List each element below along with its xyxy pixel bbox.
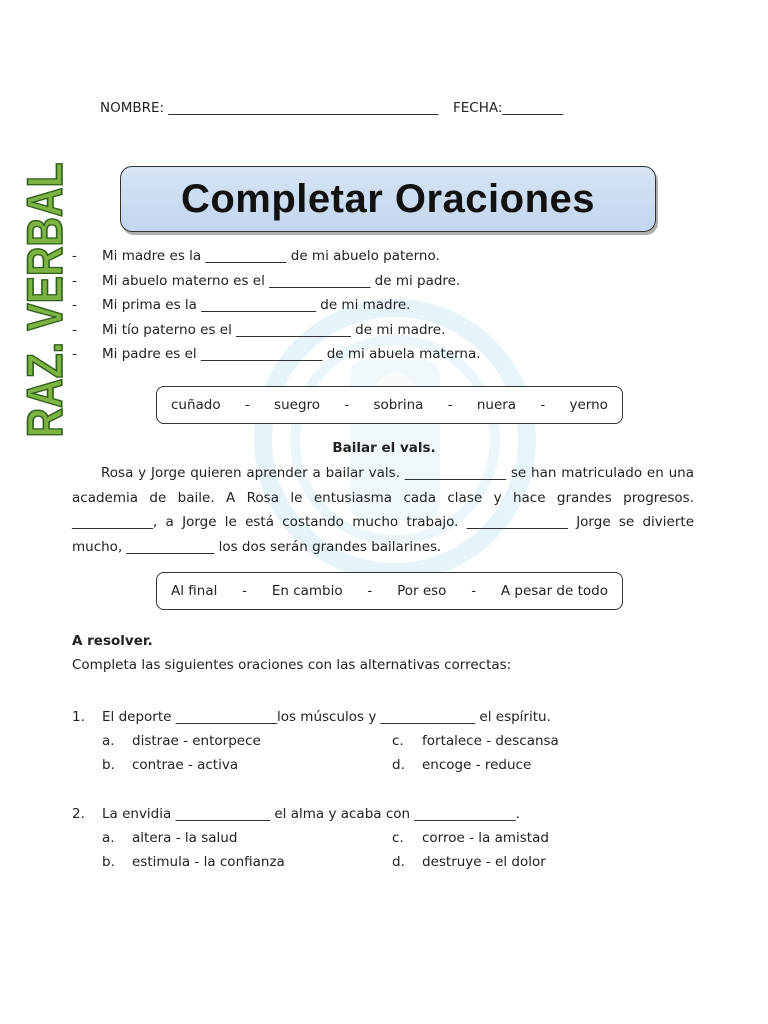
sentence-text: Mi tío paterno es el _________________ de mi madre. <box>102 321 446 338</box>
word-option: suegro <box>274 397 321 413</box>
section-heading: A resolver. <box>72 633 153 649</box>
word-option: Al final <box>171 583 218 599</box>
list-item: - Mi prima es la _________________ de mi madre. <box>72 297 411 313</box>
word-separator: - <box>540 397 546 413</box>
question-2 <box>72 802 712 874</box>
question-number: 1. <box>72 709 85 725</box>
option-c: c. fortalece - descansa <box>392 733 559 749</box>
option-a: a. distrae - entorpece <box>102 733 261 749</box>
side-title-text: RAZ. VERBAL <box>17 101 73 438</box>
question-1 <box>72 705 712 777</box>
header-line <box>100 100 563 116</box>
word-separator: - <box>471 583 477 599</box>
word-option: cuñado <box>171 397 221 413</box>
option-d: d. destruye - el dolor <box>392 854 546 870</box>
option-a: a. altera - la salud <box>102 830 238 846</box>
word-option: En cambio <box>271 583 343 599</box>
word-option: nuera <box>476 397 517 413</box>
list-item: - Mi tío paterno es el _________________ de mi madre. <box>72 321 446 338</box>
sentence-text: Mi madre es la ____________ de mi abuelo paterno. <box>102 248 440 264</box>
side-title <box>17 101 73 440</box>
word-separator: - <box>242 583 248 599</box>
option-b: b. estimula - la confianza <box>102 854 285 870</box>
sentence-list <box>72 244 712 367</box>
instruction-text: Completa las siguientes oraciones con las alternativas correctas: <box>72 657 512 673</box>
word-separator: - <box>344 397 350 413</box>
word-bank-family <box>156 386 623 424</box>
word-option: A pesar de todo <box>500 583 608 599</box>
list-item: - Mi abuelo materno es el _______________ de mi padre. <box>72 272 461 289</box>
sentence-text: Mi abuelo materno es el _______________ de mi padre. <box>102 272 461 289</box>
name-field-label: NOMBRE: ________________________________________ <box>100 100 439 116</box>
list-item: - Mi padre es el __________________ de mi abuela materna. <box>72 346 481 362</box>
story-paragraph: Rosa y Jorge quieren aprender a bailar vals. _______________ se han matriculado en una academia de baile. A Rosa le entusiasma cada clase y hace grandes progresos. ____________, a Jorge le está costando mucho trabajo. _______________ Jorge se divierte mucho, _____________ los dos serán grandes bailarines. <box>72 465 694 555</box>
question-number: 2. <box>72 806 85 822</box>
page-title: Completar Oraciones <box>180 176 596 221</box>
word-option: Por eso <box>397 583 447 599</box>
word-separator: - <box>447 397 453 413</box>
word-separator: - <box>367 583 373 599</box>
title-banner <box>120 166 656 232</box>
sentence-text: Mi padre es el __________________ de mi abuela materna. <box>102 346 481 362</box>
option-b: b. contrae - activa <box>102 757 239 773</box>
list-item: - Mi madre es la ____________ de mi abuelo paterno. <box>72 248 440 264</box>
question-stem: El deporte _______________los músculos y ______________ el espíritu. <box>102 709 551 725</box>
question-stem: La envidia ______________ el alma y acaba con _______________. <box>102 806 520 822</box>
section-title: Bailar el vals. <box>332 440 436 456</box>
word-option: yerno <box>569 397 608 413</box>
word-option: sobrina <box>373 397 424 413</box>
date-field-label: FECHA:_________ <box>452 100 564 116</box>
option-d: d. encoge - reduce <box>392 757 532 773</box>
word-bank-connectors <box>156 572 623 610</box>
sentence-text: Mi prima es la _________________ de mi madre. <box>102 297 411 313</box>
option-c: c. corroe - la amistad <box>392 830 549 846</box>
word-separator: - <box>244 397 250 413</box>
